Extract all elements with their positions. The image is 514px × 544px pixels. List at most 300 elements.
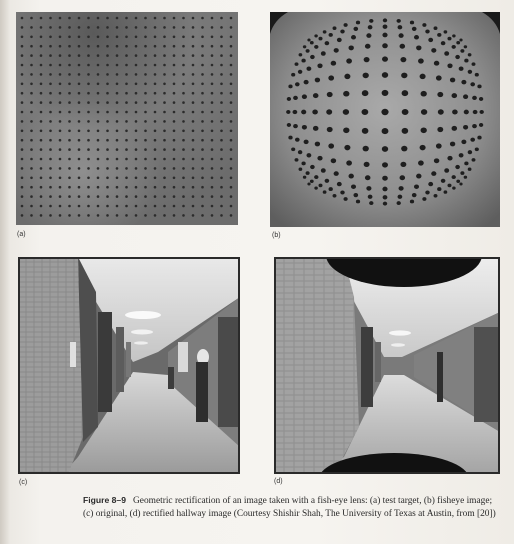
target-dot bbox=[230, 205, 233, 208]
target-dot bbox=[30, 17, 33, 20]
fisheye-dot bbox=[412, 27, 417, 31]
fisheye-dot bbox=[318, 37, 322, 41]
target-dot bbox=[163, 111, 166, 114]
target-dot bbox=[21, 26, 24, 29]
target-dot bbox=[163, 195, 166, 198]
target-dot bbox=[144, 101, 147, 104]
target-dot bbox=[144, 83, 147, 86]
target-dot bbox=[97, 45, 100, 48]
target-dot bbox=[154, 186, 157, 189]
fisheye-dot bbox=[293, 110, 298, 114]
fisheye-dot bbox=[291, 73, 295, 77]
fisheye-dot bbox=[314, 187, 317, 190]
target-dot bbox=[49, 83, 52, 86]
fisheye-dot bbox=[310, 41, 314, 44]
target-dot bbox=[163, 130, 166, 133]
target-dot bbox=[230, 17, 233, 20]
target-dot bbox=[87, 73, 90, 76]
target-dot bbox=[173, 130, 176, 133]
fisheye-dot bbox=[412, 193, 417, 197]
fisheye-dot bbox=[307, 183, 310, 186]
target-dot bbox=[116, 167, 119, 170]
fisheye-dot bbox=[382, 90, 389, 96]
target-dot bbox=[78, 45, 81, 48]
subfigure-label-d: (d) bbox=[274, 478, 283, 485]
target-dot bbox=[182, 17, 185, 20]
target-dot bbox=[230, 148, 233, 151]
target-dot bbox=[106, 54, 109, 57]
target-dot bbox=[87, 54, 90, 57]
test-target-image bbox=[16, 12, 238, 225]
fisheye-dot bbox=[383, 195, 388, 199]
target-dot bbox=[125, 111, 128, 114]
target-dot bbox=[192, 195, 195, 198]
fisheye-dot bbox=[422, 197, 426, 201]
target-dot bbox=[40, 177, 43, 180]
fisheye-dot bbox=[452, 93, 458, 98]
target-dot bbox=[21, 158, 24, 161]
fisheye-dot bbox=[431, 48, 436, 53]
target-dot bbox=[87, 120, 90, 123]
target-dot bbox=[192, 167, 195, 170]
target-dot bbox=[40, 205, 43, 208]
target-dot bbox=[97, 92, 100, 95]
target-dot bbox=[40, 83, 43, 86]
target-dot bbox=[21, 111, 24, 114]
target-dot bbox=[163, 186, 166, 189]
target-dot bbox=[68, 120, 71, 123]
target-dot bbox=[201, 158, 204, 161]
fisheye-dot bbox=[402, 109, 409, 115]
target-dot bbox=[211, 205, 214, 208]
target-dot bbox=[173, 54, 176, 57]
fisheye-dot bbox=[362, 128, 369, 134]
target-dot bbox=[68, 177, 71, 180]
target-dot bbox=[201, 92, 204, 95]
fisheye-dot bbox=[299, 168, 303, 171]
fisheye-dot bbox=[310, 55, 315, 59]
target-dot bbox=[135, 167, 138, 170]
target-dot bbox=[154, 17, 157, 20]
fisheye-dot bbox=[468, 150, 472, 154]
target-dot bbox=[135, 130, 138, 133]
target-dot bbox=[78, 120, 81, 123]
target-dot bbox=[40, 111, 43, 114]
fisheye-dot bbox=[418, 160, 424, 165]
target-dot bbox=[97, 205, 100, 208]
fisheye-dot bbox=[383, 18, 387, 22]
target-dot bbox=[49, 26, 52, 29]
target-dot bbox=[125, 177, 128, 180]
target-dot bbox=[201, 167, 204, 170]
target-dot bbox=[78, 195, 81, 198]
target-dot bbox=[30, 45, 33, 48]
target-dot bbox=[125, 139, 128, 142]
target-dot bbox=[220, 139, 223, 142]
target-dot bbox=[116, 214, 119, 217]
target-dot bbox=[182, 195, 185, 198]
fisheye-dot bbox=[383, 202, 387, 206]
target-dot bbox=[144, 167, 147, 170]
target-dot bbox=[144, 45, 147, 48]
fisheye-dot bbox=[473, 110, 478, 114]
target-dot bbox=[230, 167, 233, 170]
target-dot bbox=[154, 101, 157, 104]
target-dot bbox=[87, 83, 90, 86]
target-dot bbox=[40, 120, 43, 123]
target-dot bbox=[230, 36, 233, 39]
target-dot bbox=[30, 158, 33, 161]
target-dot bbox=[173, 148, 176, 151]
subfigure-label-b: (b) bbox=[272, 232, 281, 239]
target-dot bbox=[125, 205, 128, 208]
target-dot bbox=[106, 148, 109, 151]
target-dot bbox=[49, 139, 52, 142]
target-dot bbox=[116, 120, 119, 123]
fisheye-dot bbox=[397, 201, 401, 205]
fisheye-dot bbox=[306, 171, 310, 175]
fisheye-dot bbox=[333, 26, 337, 30]
target-dot bbox=[21, 101, 24, 104]
target-dot bbox=[125, 130, 128, 133]
fisheye-dot bbox=[468, 70, 472, 74]
target-dot bbox=[87, 167, 90, 170]
target-dot bbox=[135, 45, 138, 48]
target-dot bbox=[49, 45, 52, 48]
fisheye-dot bbox=[299, 53, 303, 56]
figure-caption bbox=[83, 494, 503, 520]
fisheye-dot bbox=[315, 142, 320, 147]
target-dot bbox=[173, 26, 176, 29]
target-dot bbox=[220, 158, 223, 161]
target-dot bbox=[230, 177, 233, 180]
target-dot bbox=[30, 167, 33, 170]
fisheye-dot bbox=[399, 33, 404, 38]
target-dot bbox=[154, 64, 157, 67]
target-dot bbox=[163, 101, 166, 104]
fisheye-dot bbox=[437, 187, 441, 191]
fisheye-dot bbox=[437, 33, 441, 37]
target-dot bbox=[59, 73, 62, 76]
target-dot bbox=[106, 214, 109, 217]
target-dot bbox=[30, 214, 33, 217]
target-dot bbox=[116, 26, 119, 29]
target-dot bbox=[154, 73, 157, 76]
target-dot bbox=[49, 120, 52, 123]
fisheye-dot bbox=[331, 158, 336, 163]
fisheye-dot bbox=[315, 78, 320, 83]
target-dot bbox=[192, 177, 195, 180]
fisheye-dot bbox=[382, 146, 388, 152]
target-dot bbox=[192, 45, 195, 48]
target-dot bbox=[230, 186, 233, 189]
fisheye-dot bbox=[333, 194, 337, 198]
target-dot bbox=[30, 111, 33, 114]
fisheye-dot bbox=[400, 57, 406, 62]
fisheye-dot bbox=[314, 45, 318, 49]
fisheye-dot bbox=[353, 193, 358, 197]
target-dot bbox=[106, 120, 109, 123]
fisheye-dot bbox=[455, 165, 460, 169]
target-dot bbox=[163, 92, 166, 95]
target-dot bbox=[21, 195, 24, 198]
target-dot bbox=[230, 73, 233, 76]
target-dot bbox=[40, 54, 43, 57]
target-dot bbox=[59, 83, 62, 86]
target-dot bbox=[182, 167, 185, 170]
target-dot bbox=[87, 205, 90, 208]
target-dot bbox=[192, 92, 195, 95]
target-dot bbox=[230, 54, 233, 57]
target-dot bbox=[201, 73, 204, 76]
subfigure-label-a: (a) bbox=[17, 231, 26, 238]
target-dot bbox=[97, 186, 100, 189]
fisheye-dot bbox=[298, 150, 302, 154]
target-dot bbox=[135, 177, 138, 180]
target-dot bbox=[211, 54, 214, 57]
target-dot bbox=[230, 195, 233, 198]
target-dot bbox=[192, 64, 195, 67]
target-dot bbox=[30, 36, 33, 39]
target-dot bbox=[125, 64, 128, 67]
fisheye-dot bbox=[340, 190, 344, 194]
target-dot bbox=[78, 186, 81, 189]
target-dot bbox=[182, 73, 185, 76]
target-dot bbox=[163, 177, 166, 180]
target-dot bbox=[97, 36, 100, 39]
target-dot bbox=[97, 167, 100, 170]
target-dot bbox=[192, 130, 195, 133]
fisheye-dot bbox=[400, 44, 406, 49]
fisheye-dot bbox=[450, 78, 455, 83]
fisheye-dot bbox=[362, 90, 369, 96]
fisheye-dot bbox=[328, 75, 334, 80]
target-dot bbox=[154, 205, 157, 208]
fisheye-dot bbox=[455, 55, 460, 59]
fisheye-dot bbox=[421, 109, 427, 115]
target-dot bbox=[87, 139, 90, 142]
target-dot bbox=[97, 139, 100, 142]
target-dot bbox=[135, 73, 138, 76]
target-dot bbox=[192, 186, 195, 189]
fisheye-dot bbox=[452, 175, 456, 179]
fisheye-dot bbox=[363, 73, 369, 79]
fisheye-dot bbox=[452, 109, 458, 114]
fisheye-dot bbox=[325, 41, 330, 45]
fisheye-dot bbox=[382, 33, 387, 38]
target-dot bbox=[220, 167, 223, 170]
fisheye-dot bbox=[400, 162, 406, 167]
fisheye-dot bbox=[459, 153, 464, 157]
fisheye-dot bbox=[286, 110, 290, 114]
target-dot bbox=[106, 205, 109, 208]
target-dot bbox=[59, 54, 62, 57]
target-dot bbox=[125, 214, 128, 217]
target-dot bbox=[49, 54, 52, 57]
fisheye-dot bbox=[334, 48, 339, 53]
fisheye-dot bbox=[351, 35, 356, 40]
target-dot bbox=[21, 73, 24, 76]
target-dot bbox=[68, 26, 71, 29]
fisheye-dot bbox=[425, 29, 429, 33]
target-dot bbox=[154, 111, 157, 114]
fisheye-dot bbox=[399, 186, 404, 191]
target-dot bbox=[116, 101, 119, 104]
target-dot bbox=[68, 205, 71, 208]
target-dot bbox=[192, 120, 195, 123]
fisheye-dot bbox=[356, 21, 360, 25]
fisheye-dot bbox=[479, 97, 483, 101]
fisheye-dot bbox=[382, 128, 389, 134]
target-dot bbox=[173, 214, 176, 217]
target-dot bbox=[68, 17, 71, 20]
fisheye-dot bbox=[349, 45, 354, 50]
target-dot bbox=[106, 101, 109, 104]
fisheye-dot bbox=[464, 45, 467, 48]
target-dot bbox=[21, 120, 24, 123]
target-dot bbox=[106, 17, 109, 20]
fisheye-dot bbox=[337, 38, 342, 42]
fisheye-dot bbox=[382, 187, 387, 192]
fisheye-dot bbox=[288, 84, 292, 88]
target-dot bbox=[30, 139, 33, 142]
target-dot bbox=[125, 26, 128, 29]
target-dot bbox=[220, 186, 223, 189]
target-dot bbox=[154, 139, 157, 142]
target-dot bbox=[163, 158, 166, 161]
target-dot bbox=[144, 186, 147, 189]
target-dot bbox=[59, 17, 62, 20]
target-dot bbox=[78, 111, 81, 114]
target-dot bbox=[97, 120, 100, 123]
target-dot bbox=[68, 167, 71, 170]
target-dot bbox=[182, 64, 185, 67]
fisheye-dot bbox=[414, 35, 419, 40]
target-dot bbox=[78, 101, 81, 104]
fisheye-dot bbox=[310, 165, 315, 169]
target-dot bbox=[97, 177, 100, 180]
target-dot bbox=[116, 64, 119, 67]
target-dot bbox=[40, 130, 43, 133]
target-dot bbox=[211, 130, 214, 133]
target-dot bbox=[59, 111, 62, 114]
target-dot bbox=[220, 92, 223, 95]
target-dot bbox=[144, 36, 147, 39]
target-dot bbox=[173, 64, 176, 67]
target-dot bbox=[40, 36, 43, 39]
target-dot bbox=[182, 120, 185, 123]
target-dot bbox=[192, 54, 195, 57]
fisheye-dot bbox=[460, 49, 464, 53]
target-dot bbox=[182, 83, 185, 86]
fisheye-dot bbox=[477, 136, 481, 140]
fisheye-dot bbox=[328, 143, 334, 148]
target-dot bbox=[220, 130, 223, 133]
fisheye-dot bbox=[323, 190, 327, 193]
fisheye-dot bbox=[369, 19, 373, 23]
target-dot bbox=[192, 101, 195, 104]
fisheye-dot bbox=[364, 57, 370, 62]
target-dot bbox=[135, 92, 138, 95]
target-dot bbox=[135, 139, 138, 142]
fisheye-dot bbox=[464, 161, 468, 165]
fisheye-dot bbox=[434, 158, 439, 163]
fisheye-dot bbox=[464, 176, 467, 179]
target-dot bbox=[163, 214, 166, 217]
target-dot bbox=[21, 83, 24, 86]
target-dot bbox=[49, 177, 52, 180]
target-dot bbox=[182, 205, 185, 208]
target-dot bbox=[135, 186, 138, 189]
target-dot bbox=[78, 139, 81, 142]
target-dot bbox=[220, 120, 223, 123]
target-dot bbox=[173, 17, 176, 20]
fisheye-dot bbox=[437, 92, 443, 97]
target-dot bbox=[97, 101, 100, 104]
target-dot bbox=[220, 83, 223, 86]
target-dot bbox=[163, 26, 166, 29]
target-dot bbox=[68, 214, 71, 217]
fisheye-dot bbox=[444, 51, 449, 55]
target-dot bbox=[201, 17, 204, 20]
fisheye-dot bbox=[363, 146, 369, 152]
target-dot bbox=[116, 130, 119, 133]
target-dot bbox=[192, 148, 195, 151]
fisheye-dot bbox=[436, 143, 442, 148]
fisheye-dot bbox=[312, 109, 318, 114]
fisheye-dot bbox=[472, 96, 477, 100]
target-dot bbox=[30, 54, 33, 57]
target-dot bbox=[40, 167, 43, 170]
target-dot bbox=[21, 214, 24, 217]
target-dot bbox=[154, 36, 157, 39]
target-dot bbox=[135, 101, 138, 104]
fisheye-dot bbox=[441, 179, 446, 183]
fisheye-dot bbox=[337, 182, 342, 186]
fisheye-dot bbox=[344, 145, 350, 150]
fisheye-dot bbox=[428, 38, 433, 42]
target-dot bbox=[154, 214, 157, 217]
fisheye-dot bbox=[288, 136, 292, 140]
fisheye-dot bbox=[295, 138, 300, 142]
target-dot bbox=[68, 158, 71, 161]
target-dot bbox=[135, 158, 138, 161]
target-dot bbox=[220, 64, 223, 67]
fisheye-dot bbox=[317, 156, 322, 161]
target-dot bbox=[201, 111, 204, 114]
target-dot bbox=[182, 36, 185, 39]
target-dot bbox=[125, 36, 128, 39]
target-dot bbox=[106, 158, 109, 161]
fisheye-dot bbox=[410, 21, 414, 25]
target-dot bbox=[220, 54, 223, 57]
fisheye-dot bbox=[301, 110, 306, 115]
target-dot bbox=[49, 195, 52, 198]
fisheye-dot bbox=[470, 138, 475, 142]
fisheye-dot bbox=[310, 180, 314, 183]
target-dot bbox=[201, 83, 204, 86]
target-dot bbox=[163, 45, 166, 48]
target-dot bbox=[192, 139, 195, 142]
target-dot bbox=[49, 36, 52, 39]
fisheye-dot bbox=[306, 153, 311, 157]
target-dot bbox=[182, 101, 185, 104]
target-dot bbox=[68, 101, 71, 104]
target-dot bbox=[21, 92, 24, 95]
target-dot bbox=[173, 177, 176, 180]
target-dot bbox=[220, 17, 223, 20]
target-dot bbox=[21, 167, 24, 170]
